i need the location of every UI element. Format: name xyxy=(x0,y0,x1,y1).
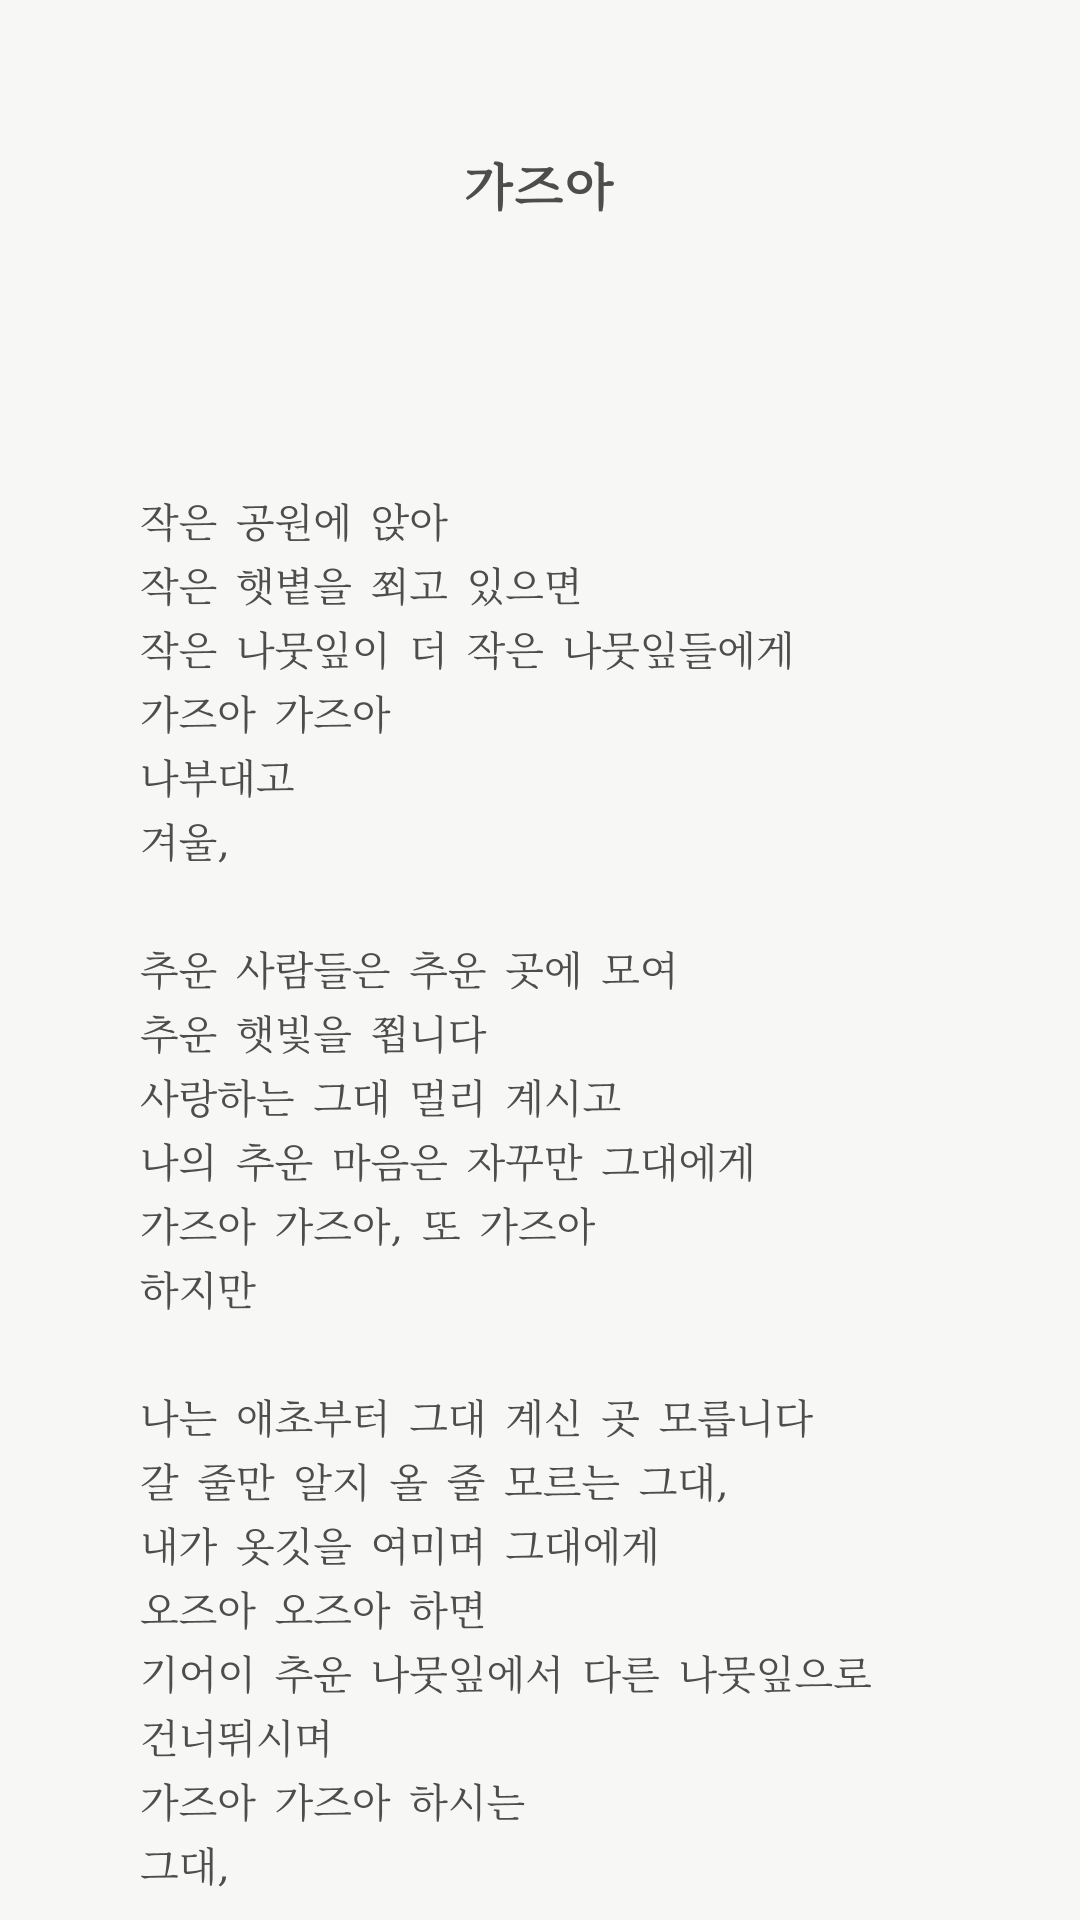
poem-line: 추운 사람들은 추운 곳에 모여 xyxy=(140,949,679,995)
poem-stanza xyxy=(140,1388,960,1900)
poem-line: 가즈아 가즈아 xyxy=(140,693,391,739)
poem-body xyxy=(140,492,960,1900)
poem-line: 나는 애초부터 그대 계신 곳 모릅니다 xyxy=(140,1397,814,1443)
poem-line: 겨울, xyxy=(140,821,230,867)
poem-stanza xyxy=(140,940,960,1324)
poem-line: 갈 줄만 알지 올 줄 모르는 그대, xyxy=(140,1461,729,1507)
poem-line: 내가 옷깃을 여미며 그대에게 xyxy=(140,1525,660,1571)
poem-line: 추운 햇빛을 쬡니다 xyxy=(140,1013,487,1059)
poem-line: 작은 공원에 앉아 xyxy=(140,501,448,547)
poem-line: 나부대고 xyxy=(140,757,295,803)
poem-line: 사랑하는 그대 멀리 계시고 xyxy=(140,1077,622,1123)
poem-line: 나의 추운 마음은 자꾸만 그대에게 xyxy=(140,1141,756,1187)
poem-line: 작은 햇볕을 쬐고 있으면 xyxy=(140,565,583,611)
poem-title: 가즈아 xyxy=(464,158,616,217)
poem-line: 그대, xyxy=(140,1845,230,1891)
poem-line: 오즈아 오즈아 하면 xyxy=(140,1589,487,1635)
poem-line: 가즈아 가즈아 하시는 xyxy=(140,1781,526,1827)
poem-line: 작은 나뭇잎이 더 작은 나뭇잎들에게 xyxy=(140,629,795,675)
poem-line: 하지만 xyxy=(140,1269,256,1315)
poem-line: 건너뛰시며 xyxy=(140,1717,334,1763)
poem-stanza xyxy=(140,492,960,876)
poem-line: 가즈아 가즈아, 또 가즈아 xyxy=(140,1205,596,1251)
poem-line: 기어이 추운 나뭇잎에서 다른 나뭇잎으로 xyxy=(140,1653,872,1699)
